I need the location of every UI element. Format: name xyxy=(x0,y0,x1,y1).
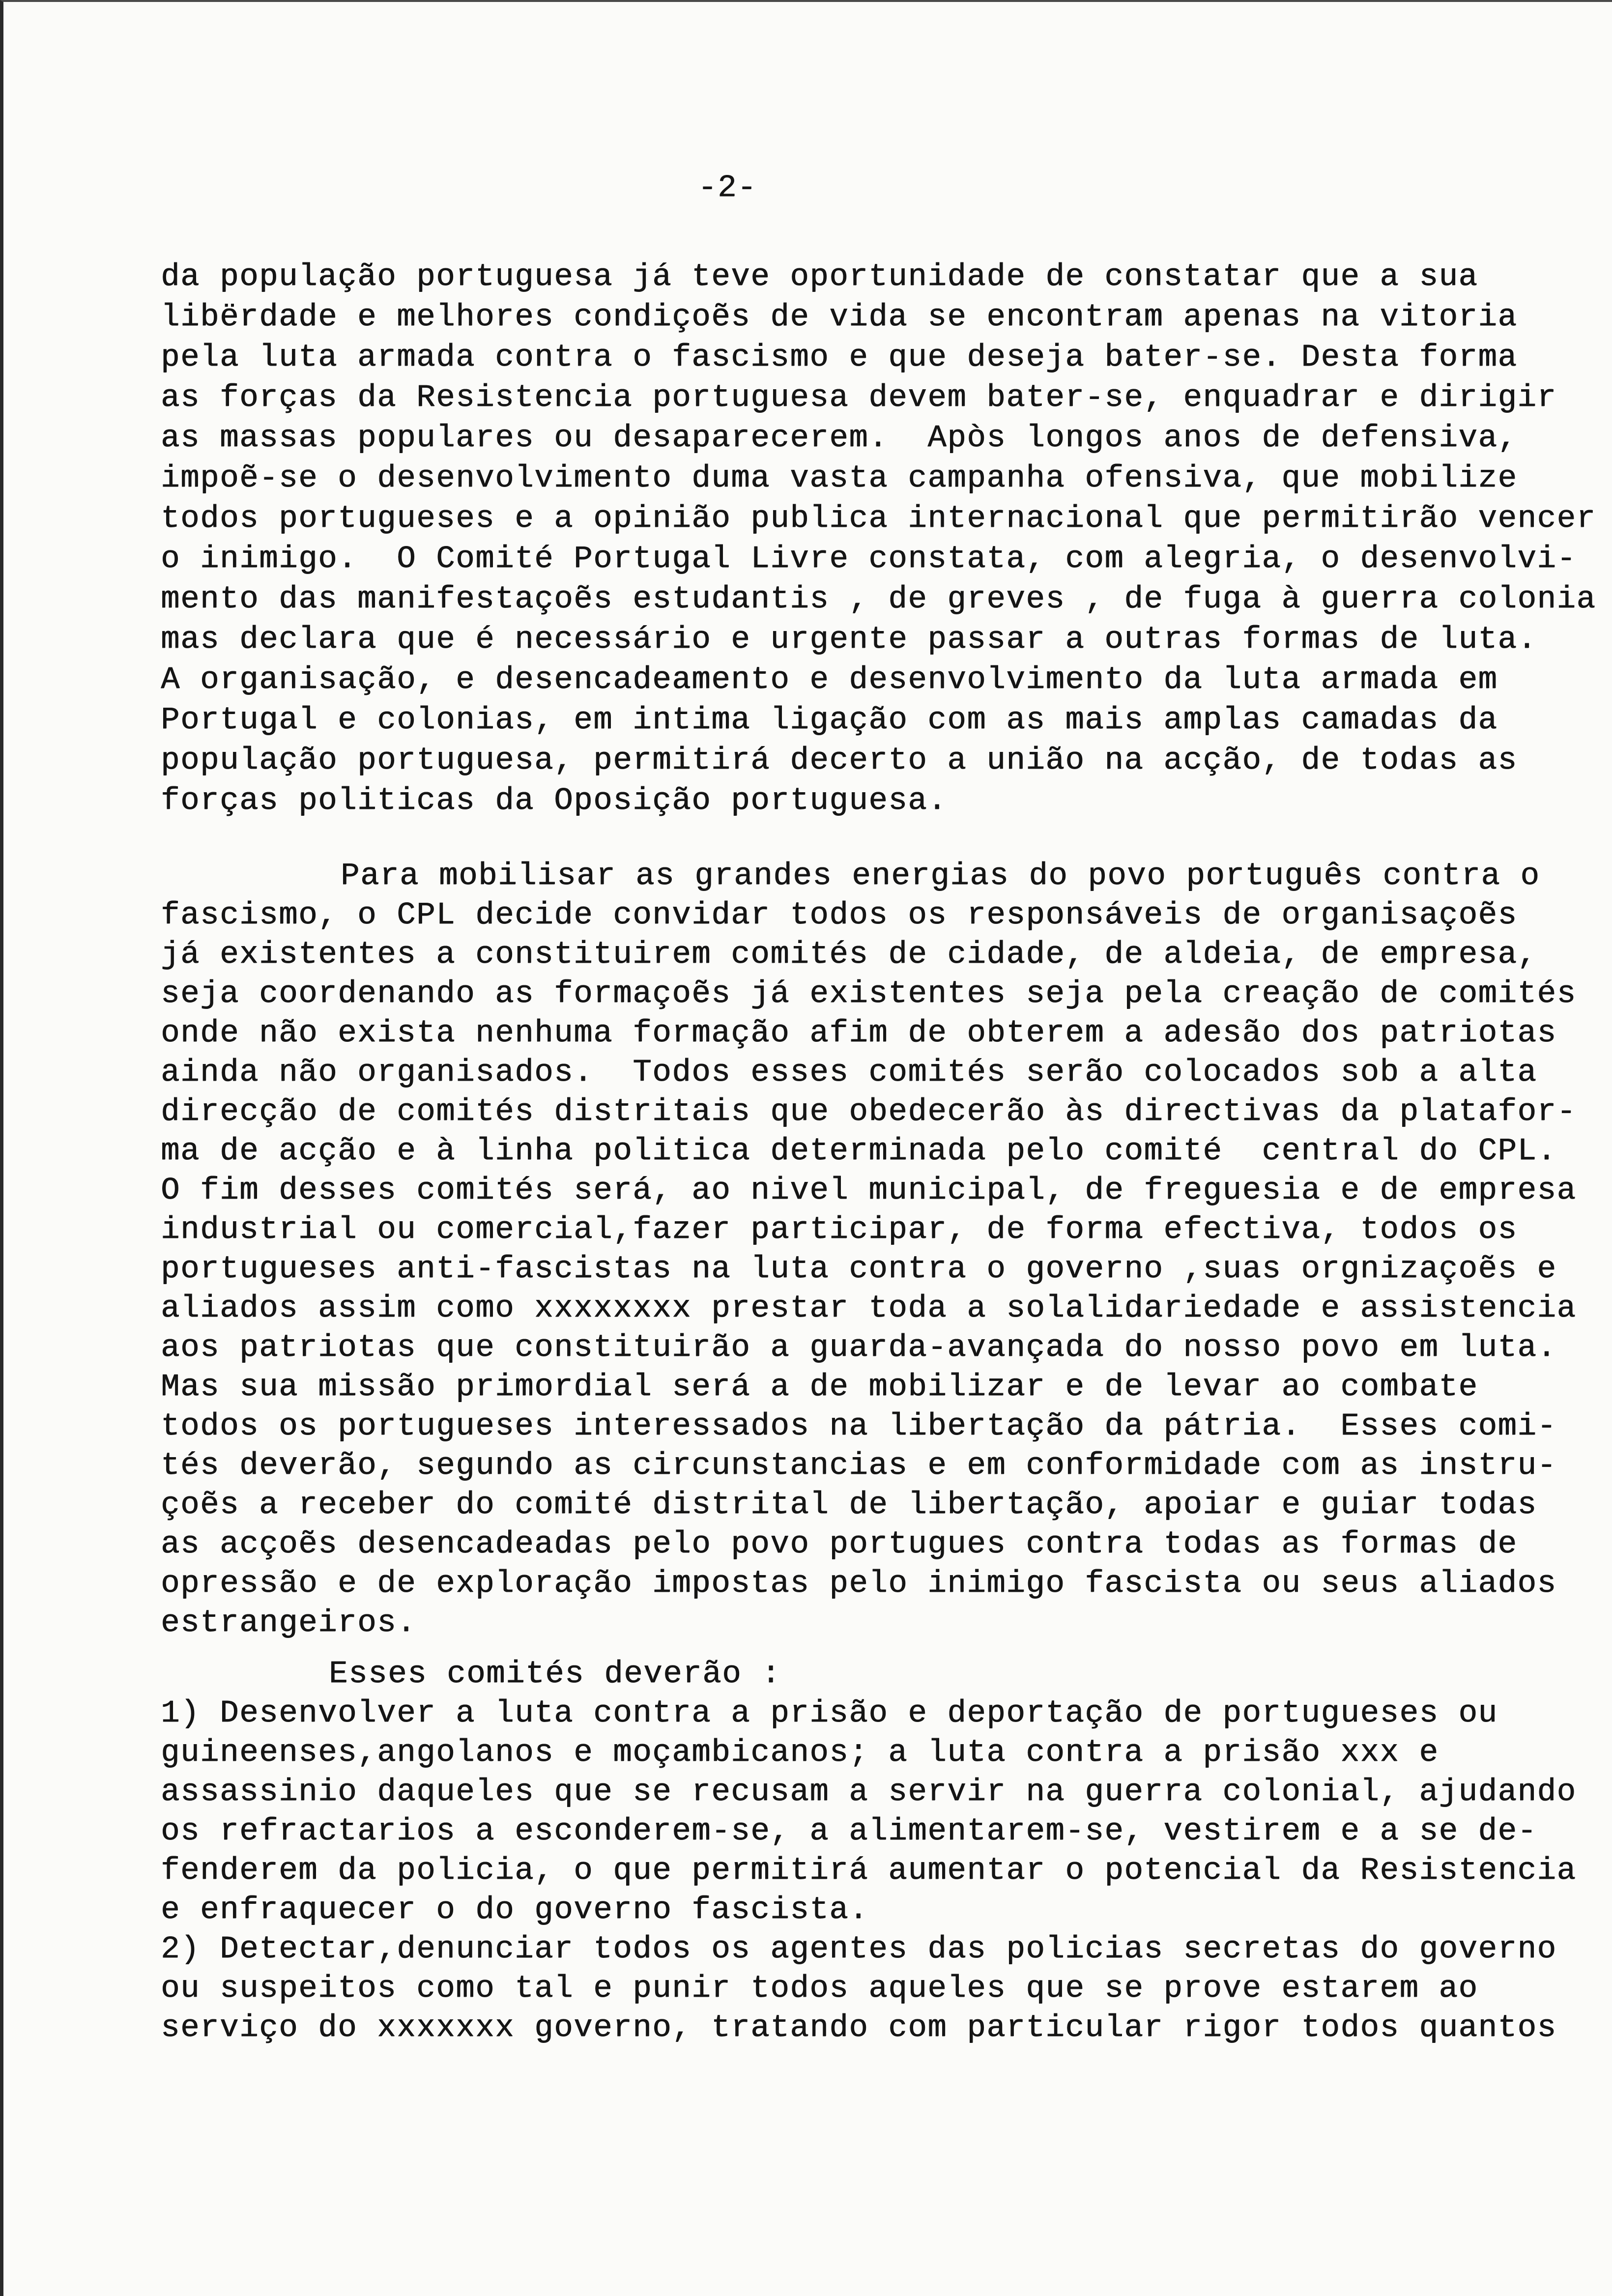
text-line: aliados assim como xxxxxxxx prestar toda a solalidariedade e assistencia xyxy=(161,1291,1577,1326)
text-line: da população portuguesa já teve oportunidade de constatar que a sua xyxy=(161,259,1478,295)
text-line: onde não exista nenhuma formação afim de obterem a adesão dos patriotas xyxy=(161,1016,1557,1051)
text-line: direcção de comités distritais que obedecerão às directivas da platafor- xyxy=(161,1094,1577,1130)
text-line: seja coordenando as formaçoẽs já existentes seja pela creação de comités xyxy=(161,976,1577,1012)
text-line: O fim desses comités será, ao nivel municipal, de freguesia e de empresa xyxy=(161,1173,1577,1208)
text-line: libërdade e melhores condiçoẽs de vida se encontram apenas na vitoria xyxy=(161,300,1518,335)
text-line: todos os portugueses interessados na libertação da pátria. Esses comi- xyxy=(161,1409,1557,1444)
text-line: A organisação, e desencadeamento e desenvolvimento da luta armada em xyxy=(161,662,1498,698)
text-line: ainda não organisados. Todos esses comités serão colocados sob a alta xyxy=(161,1055,1537,1091)
text-line: todos portugueses e a opinião publica internacional que permitirão vencer xyxy=(161,501,1596,537)
text-line: Mas sua missão primordial será a de mobilizar e de levar ao combate xyxy=(161,1370,1478,1405)
text-line: forças politicas da Oposição portuguesa. xyxy=(161,783,948,819)
text-line: e enfraquecer o do governo fascista. xyxy=(161,1893,869,1928)
text-line: 1) Desenvolver a luta contra a prisão e deportação de portugueses ou xyxy=(161,1696,1498,1731)
paragraph xyxy=(161,857,1606,1643)
text-line: tés deverão, segundo as circunstancias e em conformidade com as instru- xyxy=(161,1448,1557,1484)
text-line: ou suspeitos como tal e punir todos aqueles que se prove estarem ao xyxy=(161,1971,1478,2007)
text-line: o inimigo. O Comité Portugal Livre constata, com alegria, o desenvolvi- xyxy=(161,542,1577,577)
text-line: fascismo, o CPL decide convidar todos os responsáveis de organisaçoẽs xyxy=(161,898,1518,933)
text-line: já existentes a constituirem comités de cidade, de aldeia, de empresa, xyxy=(161,937,1537,973)
text-line: çoẽs a receber do comité distrital de libertação, apoiar e guiar todas xyxy=(161,1488,1537,1523)
text-line: ma de acção e à linha politica determinada pelo comité central do CPL. xyxy=(161,1134,1557,1169)
paragraph xyxy=(161,257,1606,821)
text-line: impoẽ-se o desenvolvimento duma vasta campanha ofensiva, que mobilize xyxy=(161,461,1518,496)
text-line: industrial ou comercial,fazer participar, de forma efectiva, todos os xyxy=(161,1212,1518,1248)
text-line: os refractarios a esconderem-se, a alimentarem-se, vestirem e a se de- xyxy=(161,1814,1537,1849)
text-line: mas declara que é necessário e urgente passar a outras formas de luta. xyxy=(161,622,1537,658)
text-line: as massas populares ou desaparecerem. Apòs longos anos de defensiva, xyxy=(161,421,1518,456)
text-line: portugueses anti-fascistas na luta contra o governo ,suas orgnizaçoẽs e xyxy=(161,1252,1557,1287)
text-line: população portuguesa, permitirá decerto a união na acção, de todas as xyxy=(161,743,1518,778)
text-line: assassinio daqueles que se recusam a servir na guerra colonial, ajudando xyxy=(161,1775,1577,1810)
text-line: pela luta armada contra o fascismo e que deseja bater-se. Desta forma xyxy=(161,340,1518,375)
text-line: estrangeiros. xyxy=(161,1606,417,1641)
text-line: guineenses,angolanos e moçambicanos; a luta contra a prisão xxx e xyxy=(161,1735,1439,1771)
text-line: Esses comités deverão : xyxy=(329,1657,781,1692)
text-line: mento das manifestaçoẽs estudantis , de greves , de fuga à guerra colonia xyxy=(161,582,1596,617)
text-line: Para mobilisar as grandes energias do povo português contra o xyxy=(341,859,1540,894)
paragraph xyxy=(161,1655,1606,2048)
text-line: Portugal e colonias, em intima ligação com as mais amplas camadas da xyxy=(161,703,1498,738)
text-line: fenderem da policia, o que permitirá aumentar o potencial da Resistencia xyxy=(161,1853,1577,1889)
text-line: as acçoẽs desencadeadas pelo povo portugues contra todas as formas de xyxy=(161,1527,1518,1562)
text-line: 2) Detectar,denunciar todos os agentes das policias secretas do governo xyxy=(161,1932,1557,1967)
page-number: -2- xyxy=(698,171,757,206)
text-line: as forças da Resistencia portuguesa devem bater-se, enquadrar e dirigir xyxy=(161,380,1557,416)
text-line: serviço do xxxxxxx governo, tratando com particular rigor todos quantos xyxy=(161,2010,1557,2046)
text-line: opressão e de exploração impostas pelo inimigo fascista ou seus aliados xyxy=(161,1566,1557,1602)
text-line: aos patriotas que constituirão a guarda-avançada do nosso povo em luta. xyxy=(161,1330,1557,1366)
